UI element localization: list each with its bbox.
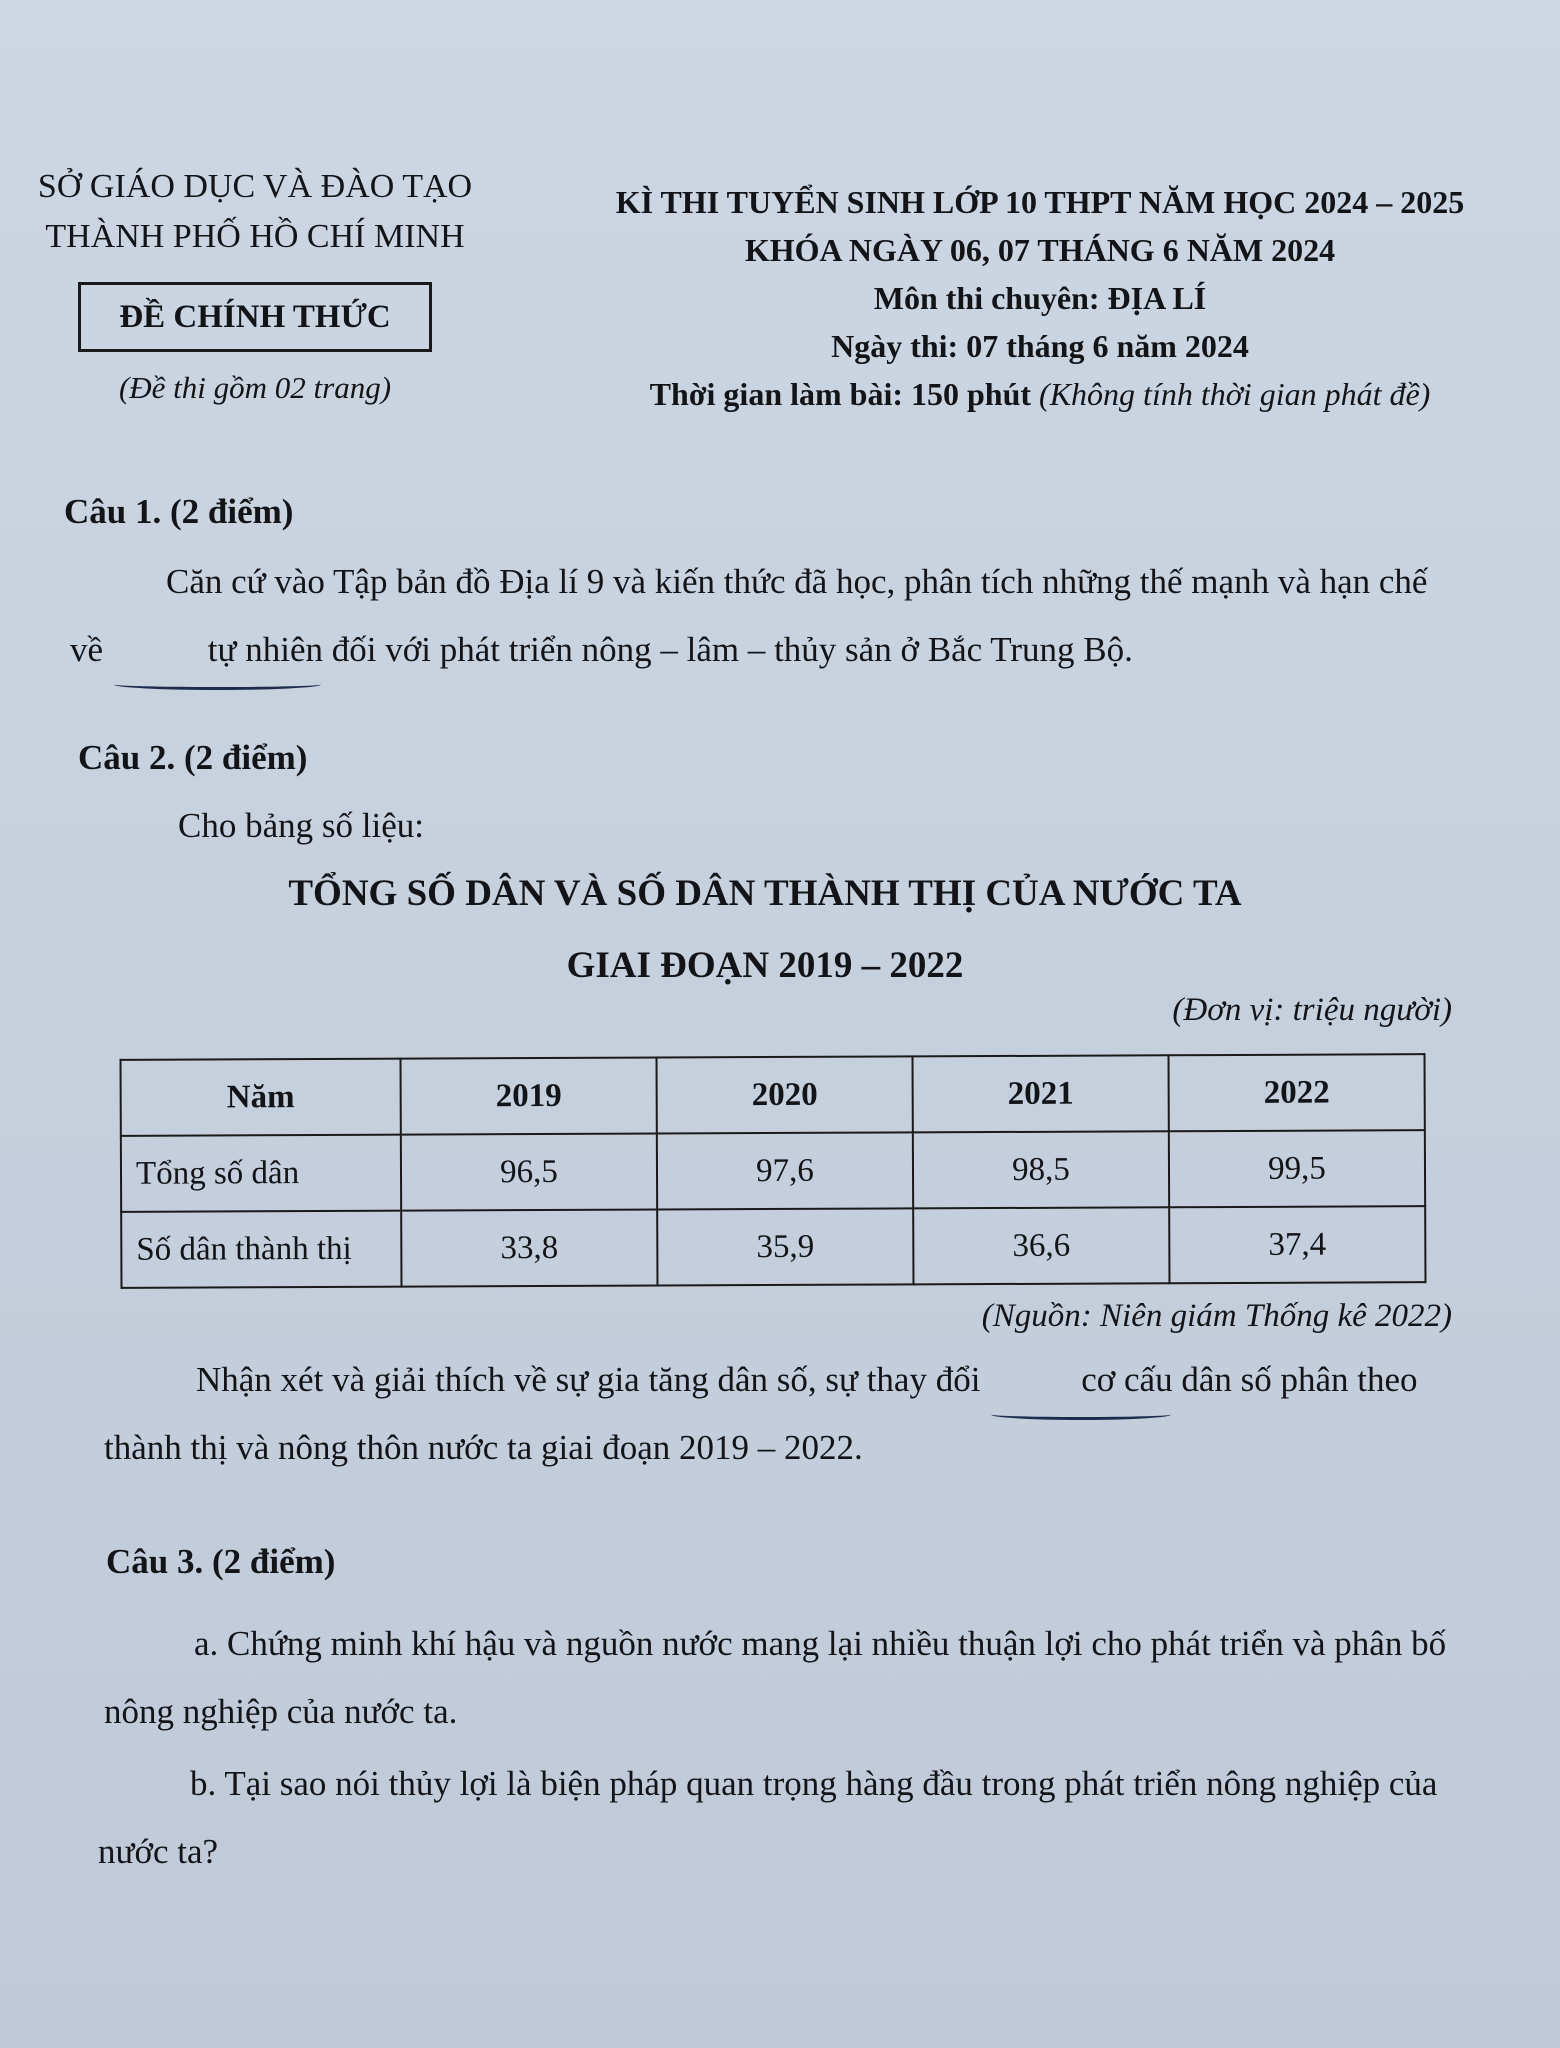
- table-title: [200, 858, 1330, 1002]
- question-2-text: [104, 1346, 1454, 1482]
- duration-label: Thời gian làm bài: 150 phút: [649, 376, 1032, 412]
- table-unit-note: (Đơn vị: triệu người): [1172, 992, 1452, 1028]
- authority-line-2: THÀNH PHỐ HỒ CHÍ MINH: [45, 218, 465, 255]
- q1-text-part-2: đối với phát triển nông – lâm – thủy sản ở Bắc Trung Bộ.: [323, 630, 1133, 669]
- table-title-line-1: TỔNG SỐ DÂN VÀ SỐ DÂN THÀNH THỊ CỦA NƯỚC TA: [288, 873, 1242, 914]
- question-1-title: Câu 1. (2 điểm): [64, 492, 294, 531]
- table-header-row: [121, 1054, 1425, 1136]
- table-row: [121, 1130, 1425, 1212]
- table-cell: 35,9: [657, 1208, 913, 1285]
- header-cell-label: Năm: [121, 1059, 401, 1136]
- q1-underlined-term: tự nhiên: [112, 616, 323, 684]
- exam-title: KÌ THI TUYỂN SINH LỚP 10 THPT NĂM HỌC 2024 – 2025: [615, 184, 1465, 220]
- exam-session: KHÓA NGÀY 06, 07 THÁNG 6 NĂM 2024: [744, 232, 1336, 268]
- question-1-text: [70, 548, 1450, 684]
- exam-header: [540, 178, 1540, 418]
- table-cell: 36,6: [913, 1207, 1169, 1284]
- question-2-title: Câu 2. (2 điểm): [78, 738, 308, 777]
- population-table: [120, 1053, 1427, 1289]
- q2-underlined-term: cơ cấu: [989, 1346, 1172, 1414]
- q2-text-part-2: dân số phân theo thành thị và nông thôn nước ta giai đoạn 2019 – 2022.: [104, 1360, 1418, 1467]
- table-cell: 97,6: [657, 1132, 913, 1209]
- row-label: Tổng số dân: [121, 1135, 401, 1212]
- question-2-intro: Cho bảng số liệu:: [178, 806, 424, 845]
- question-3-part-a: a. Chứng minh khí hậu và nguồn nước mang lại nhiều thuận lợi cho phát triển và phân bố nông nghiệp của nước ta.: [104, 1624, 1447, 1731]
- page-count-note: (Đề thi gồm 02 trang): [118, 370, 392, 405]
- header-cell-year: 2020: [657, 1056, 913, 1133]
- table-cell: 99,5: [1169, 1130, 1425, 1207]
- official-exam-label: ĐỀ CHÍNH THỨC: [78, 282, 432, 352]
- table-cell: 96,5: [401, 1134, 657, 1211]
- table-source-note: (Nguồn: Niên giám Thống kê 2022): [981, 1298, 1452, 1334]
- table-cell: 98,5: [913, 1131, 1169, 1208]
- question-3-title: Câu 3. (2 điểm): [106, 1542, 336, 1581]
- header-cell-year: 2022: [1168, 1054, 1424, 1131]
- header-cell-year: 2021: [913, 1055, 1169, 1132]
- exam-subject: Môn thi chuyên: ĐỊA LÍ: [873, 280, 1207, 316]
- table-cell: 37,4: [1169, 1206, 1425, 1283]
- exam-date: Ngày thi: 07 tháng 6 năm 2024: [831, 328, 1249, 364]
- table-title-line-2: GIAI ĐOẠN 2019 – 2022: [566, 945, 964, 986]
- exam-duration: [540, 370, 1540, 418]
- header-cell-year: 2019: [401, 1058, 657, 1135]
- q1-text-part-1: Căn cứ vào Tập bản đồ Địa lí 9 và kiến thức đã học, phân tích những thế mạnh và hạn chế về: [70, 562, 1428, 669]
- duration-note: (Không tính thời gian phát đề): [1039, 376, 1431, 412]
- issuing-authority: [20, 162, 490, 262]
- q2-text-part-1: Nhận xét và giải thích về sự gia tăng dân số, sự thay đổi: [196, 1360, 990, 1399]
- question-3-part-b: b. Tại sao nói thủy lợi là biện pháp quan trọng hàng đầu trong phát triển nông nghiệp của nước ta?: [98, 1764, 1438, 1871]
- authority-line-1: SỞ GIÁO DỤC VÀ ĐÀO TẠO: [37, 168, 473, 205]
- table-row: [121, 1206, 1425, 1288]
- row-label: Số dân thành thị: [121, 1211, 401, 1288]
- table-cell: 33,8: [401, 1210, 657, 1287]
